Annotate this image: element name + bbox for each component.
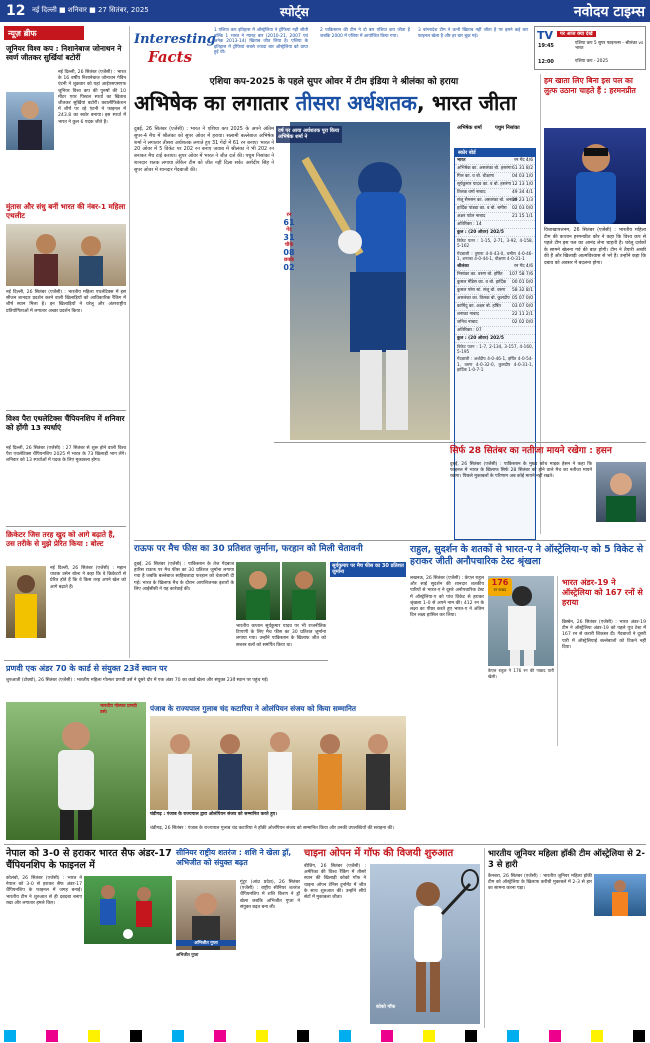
innings-2-batter: असलंका का. तिलक बो. कुलदीप — [457, 295, 510, 301]
column-divider — [557, 576, 558, 746]
innings-2-figures: 107 58 7/6 — [509, 271, 533, 277]
hassan-photo — [596, 462, 646, 522]
column-divider — [129, 26, 130, 658]
innings-1-total: कुल : (20 ओवर) 202/5 — [455, 229, 535, 237]
innings-2-figures: 03 07 0/0 — [511, 303, 533, 309]
china-headline: चाइना ओपन में गॉफ की विजयी शुरुआत — [304, 848, 454, 859]
divider — [274, 442, 646, 443]
hassan-body: दुबई, 26 सितंबर (एजेंसी) : पाकिस्तान के मुख्य कोच माइक हेसन ने कहा कि फाइनल में भारत के खिलाफ सिर्फ 28 सितंबर को होने वाले मैच का नतीजा मायने रखेगा। पिछले मुकाबलों के परिणाम अब कोई मायने नहीं रखते। — [450, 462, 592, 480]
rahul-badge-label: रन नाबाद — [493, 588, 507, 592]
divider — [6, 410, 126, 411]
innings-1-batter: संजू सैमसन का. असलंका बो. शनाका — [457, 198, 518, 203]
innings-1-team: भारत — [457, 158, 466, 163]
innings-1-row — [455, 197, 535, 205]
u19-body: ब्रिस्बेन, 26 सितंबर (एजेंसी) : भारत अंडर-19 टीम ने ऑस्ट्रेलिया अंडर-19 को पहले यूथ टेस्ट में 167 रन से करारी शिकस्त दी। गेंदबाजों ने दूसरी पारी में ऑस्ट्रेलियाई बल्लेबाजों को टिकने नहीं दिया। — [562, 620, 646, 650]
innings-2-row — [455, 303, 535, 311]
main-photo — [290, 122, 450, 440]
punjab-photo — [150, 716, 406, 810]
brief-2-headline: मुंतास और संधु बनीं भारत की नंबर-1 महिला एथलीट — [6, 202, 126, 220]
innings-2-cols: रन गेंद 4/6 — [514, 263, 533, 269]
tv-time-1: 19:45 — [538, 43, 554, 49]
side-story-body: विशाखापत्तनम, 26 सितंबर (एजेंसी) : भारतीय महिला टीम की कप्तान हरमनप्रीत कौर ने कहा कि विश्व कप से पहले टीम इस पल का आनंद लेना चाहती है। घरेलू दर्शकों के सामने खेलना गर्व की बात होगी। टीम ने तैयारी अच्छी की है और खिलाड़ी आत्मविश्वास से भरे हैं। उन्होंने कहा कि दबाव को अवसर में बदलना होगा। — [544, 228, 646, 266]
punjab-headline: पंजाब के राज्यपाल गुलाब चंद कटारिया ने ओलंपियन संजय को किया सम्मानित — [150, 704, 357, 713]
tv-text-2: एशिया कप - 2025 — [575, 59, 609, 64]
stat-label-sixes: छक्के — [283, 257, 295, 263]
rahul-body: लखनऊ, 26 सितंबर (एजेंसी) : केएल राहुल और साई सुदर्शन की शानदार शतकीय पारियों से भारत-ए ने दूसरे अनौपचारिक टेस्ट में ऑस्ट्रेलिया-ए को पांच विकेट से हराकर श्रृंखला 1-0 से अपने नाम की। 412 रन के लक्ष्य का पीछा करते हुए भारत-ए ने अंतिम दिन लक्ष्य हासिल कर लिया। — [410, 576, 484, 619]
divider — [134, 540, 646, 541]
page-number: 12 — [6, 3, 26, 19]
rauf-photo-1 — [236, 562, 280, 620]
stat-badges — [278, 212, 300, 294]
registration-swatch — [591, 1030, 603, 1042]
shashi-headline: सीनियर राष्ट्रीय शतरंज : शशि ने खेला ड्रॉ, अभिजीत को संयुक्त बढ़त — [176, 848, 292, 867]
fact-2: 2 पाकिस्तान की टीम ने दो बार एशिया कप जीता है जबकि 2000 में एशिया में आयोजित किया गया। — [320, 28, 410, 39]
innings-1-figures: 04 03 1/0 — [511, 174, 533, 179]
pranavi-photo-caption: भारतीय गोल्फर प्रणवी उर्स। — [100, 704, 137, 715]
tv-heading: पर आज क्या देखें — [557, 31, 596, 37]
innings-1-batter: अक्षर पटेल नाबाद — [457, 214, 486, 219]
innings-2-batter: कुसल परेरा स्टं. संजू बो. वरुण — [457, 287, 506, 293]
headline-part-3: , भारत जीता — [416, 91, 517, 115]
rauf-body: दुबई, 26 सितंबर (एजेंसी) : पाकिस्तान के तेज गेंदबाज हारिस राऊफ पर मैच फीस का 30 प्रतिशत जुर्माना लगाया गया है जबकि बल्लेबाज साहिबजादा फरहान को चेतावनी दी गई। भारत के खिलाफ मैच के दौरान आपत्तिजनक इशारों के लिए आईसीसी ने यह कार्रवाई की। — [134, 562, 234, 592]
innings-1-batter: गिल का. व बो. थीक्षणा — [457, 174, 494, 179]
brief-3-headline: विश्व पैरा एथलेटिक्स चैंपियनशिप में शनिवार को होंगी 13 स्पर्धाएं — [6, 414, 125, 432]
registration-swatch — [256, 1030, 268, 1042]
innings-2-fall: विकेट पतन : 1-7, 2-134, 3-157, 4-160, 5-195 — [457, 343, 533, 355]
nepal-body: कोलंबो, 26 सितंबर (एजेंसी) : भारत ने नेपाल को 3-0 से हराकर सैफ अंडर-17 चैंपियनशिप के फाइनल में जगह बनाई। भारतीय टीम ने शुरुआत से ही दबदबा बनाए रखा और लगातार हमले किए। — [6, 876, 82, 906]
innings-2-batter: कामिंदु का. अक्षर बो. हर्षित — [457, 303, 501, 309]
innings-2-row — [455, 319, 535, 327]
hockey-photo — [594, 874, 646, 916]
rauf-kicker: सूर्यकुमार पर मैच फीस का 30 प्रतिशत जुर्माना — [330, 562, 406, 577]
main-kicker: एशिया कप-2025 के पहले सुपर ओवर में टीम इंडिया ने श्रीलंका को हराया — [209, 77, 459, 87]
pranavi-body: शुरुआती (टोक्यो), 26 सितंबर (एजेंसी) : भारतीय महिला गोल्फर प्रणवी उर्स ने दूसरे दौर में एक अंडर 70 का कार्ड खेला और संयुक्त 23वें स्थान पर पहुंच गईं। — [6, 678, 269, 683]
stat-value-sixes: 02 — [283, 263, 295, 272]
scoreboard-player-right: पथुम निसांका — [495, 125, 520, 131]
stat-label-runs: रन — [286, 212, 292, 218]
registration-swatch — [4, 1030, 16, 1042]
tv-time-2: 12:00 — [538, 59, 554, 65]
rauf-headline: राऊफ पर मैच फीस का 30 प्रतिशत जुर्माना, फरहान को मिली चेतावनी — [134, 544, 363, 554]
registration-swatch — [549, 1030, 561, 1042]
innings-1-batter: सूर्यकुमार यादव का. व बो. हसरंगा — [457, 182, 511, 187]
registration-swatch — [507, 1030, 519, 1042]
registration-swatch — [297, 1030, 309, 1042]
brief-4-photo — [6, 566, 46, 638]
divider — [6, 526, 126, 527]
side-story-headline: हम खाता लिए बिना इस पल का लुत्फ उठाना चाहते हैं : हरमनप्रीत — [544, 76, 636, 95]
hockey-headline: भारतीय जूनियर महिला हॉकी टीम ऑस्ट्रेलिया से 2-3 से हारी — [488, 848, 645, 869]
registration-swatch — [633, 1030, 645, 1042]
brief-4-headline: क्रिकेटर जिस तरह खुद को आगे बढ़ाते हैं, उस तरीके से मुझे प्रेरित किया : बोल्ट — [6, 530, 116, 548]
interesting-word: Interesting — [134, 32, 216, 47]
brief-2-photo — [6, 224, 126, 286]
shashi-photo-label: अभिजीत गुप्ता — [176, 940, 236, 946]
registration-swatch — [465, 1030, 477, 1042]
registration-swatch — [214, 1030, 226, 1042]
innings-1-batter: हार्दिक पांड्या का. व बो. चमीरा — [457, 206, 507, 211]
hockey-body: कैनबरा, 26 सितंबर (एजेंसी) : भारतीय जूनियर महिला हॉकी टीम को ऑस्ट्रेलिया के खिलाफ करीबी मुकाबले में 2-3 से हार का सामना करना पड़ा। — [488, 874, 592, 892]
rahul-badge-number: 176 — [491, 578, 509, 587]
headline-part-2: तीसरा अर्धशतक — [295, 91, 417, 115]
innings-1-figures: 39 23 1/3 — [511, 198, 533, 203]
innings-1-row — [455, 181, 535, 189]
divider — [4, 844, 646, 845]
shashi-caption: अभिजीत गुप्ता — [176, 952, 199, 957]
china-body: बीजिंग, 26 सितंबर (एजेंसी) : अमेरिका की विश्व रैंकिंग में तीसरे स्थान की खिलाड़ी कोको गॉफ ने चाइना ओपन टेनिस टूर्नामेंट में जीत के साथ शुरुआत की। उन्होंने सीधे सेटों में मुकाबला जीता। — [304, 864, 366, 901]
innings-2-batter: जनिथ नाबाद — [457, 319, 478, 325]
innings-2-figures: 22 11 2/1 — [511, 311, 533, 317]
fact-3: 3 बांग्लादेश टीम ने कभी खिताब नहीं जीता है पर इसने कई बार फाइनल खेला है और हर बार चूक गई। — [418, 28, 528, 39]
innings-1-row — [455, 205, 535, 213]
main-headline — [134, 88, 534, 118]
facts-word: Facts — [148, 48, 193, 66]
innings-1-figures: 21 15 1/1 — [511, 214, 533, 219]
u19-headline: भारत अंडर-19 ने ऑस्ट्रेलिया को 167 रनों से हराया — [562, 578, 643, 607]
innings-1-extras: अतिरिक्त : 14 — [455, 221, 535, 229]
innings-1-row — [455, 189, 535, 197]
china-photo-caption: कोको गॉफ — [376, 1005, 396, 1010]
innings-2-batter: शनाका नाबाद — [457, 311, 480, 317]
news-brief-label: न्यूज़ ब्रीफ — [4, 26, 84, 40]
innings-1-figures: 49 34 4/1 — [511, 190, 533, 195]
innings-2-figures: 58 32 8/1 — [511, 287, 533, 293]
column-divider — [484, 848, 485, 1028]
photo-callout: वर्ष पर आया अर्धशतक पूरा किया अभिषेक शर्मा ने — [276, 126, 342, 143]
color-registration-strip — [4, 1030, 646, 1042]
brief-3-body: नई दिल्ली, 26 सितंबर (एजेंसी) : 27 सितंबर से शुरू होने वाली विश्व पैरा एथलेटिक्स चैंपियनशिप 2025 में भारत के 73 खिलाड़ी भाग लेंगे। शनिवार को 13 स्पर्धाओं में पदक के लिए मुकाबला होगा। — [6, 446, 126, 464]
tv-text-1: एशिया कप 5 सुपर फाइनल्स - श्रीलंका vs भारत — [575, 41, 644, 52]
innings-2-row — [455, 287, 535, 295]
rauf-kicker-body: भारतीय कप्तान सूर्यकुमार यादव पर भी राजनीतिक टिप्पणी के लिए मैच फीस का 30 प्रतिशत जुर्माना लगाया गया। उन्होंने पाकिस्तान के खिलाफ जीत को सशस्त्र बलों को समर्पित किया था। — [236, 624, 326, 648]
brief-1-headline: जूनियर विश्व कप : निशानेबाज जोनाथन ने स्वर्ण जीतकर सुर्खियां बटोरीं — [6, 44, 122, 62]
divider — [4, 660, 328, 661]
china-photo — [370, 864, 480, 1024]
innings-1-row — [455, 173, 535, 181]
innings-2-bowling: गेंदबाजी : अर्शदीप 4-0-46-1, हर्षित 4-0-54-1, वरुण 4-0-32-0, कुलदीप 4-0-31-1, हार्दिक 1-0-7-1 — [457, 356, 533, 373]
main-body-col1: दुबई, 26 सितंबर (एजेंसी) : भारत ने एशिया कप 2025 के अपने अंतिम सुपर-4 मैच में श्रीलंका को सुपर ओवर में हराया। सलामी बल्लेबाज अभिषेक शर्मा ने लगातार तीसरा अर्धशतक लगाते हुए 31 गेंदों में 61 रन बनाए। भारत ने 20 ओवर में 5 विकेट पर 202 रन बनाए जवाब में श्रीलंका ने भी 202 रन बनाकर मैच टाई कराया। सुपर ओवर में भारत ने जीत दर्ज की। पथुम निसांका ने शानदार शतक लगाया लेकिन टीम को जीत नहीं दिला सके। अर्शदीप सिंह ने सुपर ओवर में शानदार गेंदबाजी की। — [134, 126, 274, 173]
stat-value-balls: 31 — [283, 233, 295, 242]
section-title: स्पोर्ट्स — [280, 5, 309, 19]
registration-swatch — [172, 1030, 184, 1042]
tv-box — [534, 26, 646, 70]
innings-2-row — [455, 271, 535, 279]
innings-1-fall: विकेट पतन : 1-15, 2-71, 3-92, 4-158, 5-162 — [457, 238, 533, 249]
innings-2-team: श्रीलंका — [457, 263, 469, 269]
stat-value-runs: 61 — [283, 218, 295, 227]
innings-2-header — [455, 263, 535, 271]
innings-2-row — [455, 295, 535, 303]
punjab-caption: चंडीगढ़ : पंजाब के राज्यपाल द्वारा ओलंपियन संजय को सम्मानित करते हुए। — [150, 812, 277, 817]
innings-2-figures: 00 01 0/0 — [511, 279, 533, 285]
innings-1-figures: 12 13 1/0 — [511, 182, 533, 187]
registration-swatch — [88, 1030, 100, 1042]
nepal-headline: नेपाल को 3-0 से हराकर भारत सैफ अंडर-17 चैंपियनशिप के फाइनल में — [6, 848, 172, 871]
punjab-body: चंडीगढ़, 26 सितंबर : पंजाब के राज्यपाल गुलाब चंद कटारिया ने हॉकी ओलंपियन संजय को सम्मानित किया और उनकी उपलब्धियों की सराहना की। — [150, 826, 395, 831]
innings-2-batter: कुसल मेंडिस का. व बो. हार्दिक — [457, 279, 507, 285]
innings-1-row — [455, 213, 535, 221]
innings-1-figures: 02 03 0/0 — [511, 206, 533, 211]
innings-1-rows — [455, 165, 535, 221]
scoreboard-title: स्कोर बोर्ड — [455, 149, 535, 157]
registration-swatch — [423, 1030, 435, 1042]
registration-swatch — [130, 1030, 142, 1042]
dateline: नई दिल्ली ■ शनिवार ■ 27 सितंबर, 2025 — [32, 6, 149, 14]
rauf-photo-2 — [282, 562, 326, 620]
fact-1: 1 एशिया कप इतिहास में ऑस्ट्रेलिया ने ट्रॉफियां नहीं जीती बल्कि 1 भारत ने ग्यारह बार (2010-21, 2007 एवं अनेक 2013-14) खिताब जीत लिया है। एशिया के इतिहास में ट्रॉफियां सबसे ज्यादा बार ऑस्ट्रेलिया को प्राप्त हुई थी। — [214, 28, 308, 56]
stat-label-fours: चौके — [284, 242, 294, 248]
innings-2-row — [455, 279, 535, 287]
innings-1-batter: अभिषेक का. असलंका बो. हसरंगा — [457, 166, 512, 171]
headline-part-1: अभिषेक का लगातार — [134, 91, 289, 115]
innings-2-row — [455, 311, 535, 319]
rahul-caption: केएल राहुल ने 176 रन की नाबाद पारी खेली। — [488, 668, 554, 680]
nepal-photo — [84, 876, 172, 944]
innings-1-header — [455, 157, 535, 165]
innings-2-extras: अतिरिक्त : 07 — [455, 327, 535, 335]
interesting-title — [134, 28, 214, 66]
masthead: नवोदय टाइम्स — [573, 4, 645, 20]
innings-1-cols: रन गेंद 4/6 — [514, 158, 533, 163]
brief-1-body: नई दिल्ली, 26 सितंबर (एजेंसी) : भारत के 16 वर्षीय निशानेबाज जोनाथन गेविन एंटनी ने शुक्रवार को यहां आईएसएसएफ जूनियर विश्व कप की पुरुषों की 10 मीटर एयर पिस्टल स्पर्धा का खिताब जीतकर सुर्खियां बटोरीं। क्वालीफिकेशन में शीर्ष पर रहे एंटनी ने फाइनल में 243.8 का स्कोर बनाया। इस स्पर्धा में भारत ने कुल 6 पदक जीते हैं। — [58, 70, 126, 125]
pranavi-photo — [6, 702, 146, 840]
tv-logo: TV — [537, 29, 554, 42]
innings-1-figures: 61 31 8/2 — [511, 166, 533, 171]
innings-1-batter: तिलक वर्मा नाबाद — [457, 190, 486, 195]
pranavi-headline: प्रणवी एक अंडर 70 के कार्ड से संयुक्त 23वें स्थान पर — [6, 664, 167, 673]
innings-2-batter: निसांका का. वरुण बो. हर्षित — [457, 271, 503, 277]
side-story-photo — [544, 128, 646, 224]
hassan-headline: सिर्फ 28 सितंबर का नतीजा मायने रखेगा : हसन — [450, 446, 612, 456]
stat-label-balls: गेंद — [286, 227, 292, 233]
shashi-body: गुंटूर (आंध्र प्रदेश), 26 सितंबर (एजेंसी) : राष्ट्रीय सीनियर शतरंज चैंपियनशिप में शशि किरण ने ड्रॉ खेला जबकि अभिजीत गुप्ता ने संयुक्त बढ़त बना ली। — [240, 880, 300, 910]
rahul-headline: राहुल, सुदर्शन के शतकों से भारत-ए ने ऑस्ट्रेलिया-ए को 5 विकेट से हराकर जीती अनौपचारिक टेस्ट श्रृंखला — [410, 544, 644, 567]
registration-swatch — [381, 1030, 393, 1042]
scoreboard-player-left: अभिषेक शर्मा — [457, 125, 482, 131]
brief-4-body: नई दिल्ली, 26 सितंबर (एजेंसी) : महान धावक उसेन बोल्ट ने कहा कि वे क्रिकेटरों से प्रेरित होते हैं कि वे किस तरह अपने खेल को आगे बढ़ाते हैं। — [50, 566, 126, 590]
brief-2-body: नई दिल्ली, 26 सितंबर (एजेंसी) : भारतीय महिला एथलेटिक्स में इस सीजन शानदार प्रदर्शन करने वाली खिलाड़ियों को आधिकारिक रैंकिंग में शीर्ष स्थान मिला है। इन खिलाड़ियों ने घरेलू और अंतरराष्ट्रीय प्रतियोगिताओं में लगातार अच्छा प्रदर्शन किया। — [6, 290, 126, 314]
innings-1-row — [455, 165, 535, 173]
innings-2-figures: 05 07 0/0 — [511, 295, 533, 301]
innings-2-figures: 02 02 0/0 — [511, 319, 533, 325]
rahul-badge — [488, 578, 512, 596]
innings-2-total: कुल : (20 ओवर) 202/5 — [455, 335, 535, 343]
registration-swatch — [46, 1030, 58, 1042]
innings-2-rows — [455, 271, 535, 327]
registration-swatch — [339, 1030, 351, 1042]
stat-value-fours: 08 — [283, 248, 295, 257]
innings-1-bowling: गेंदबाजी : तुषारा 4-0-43-0, चमीरा 4-0-46-1, शनाका 4-0-44-1, थीक्षणा 4-0-31-1 — [457, 250, 533, 262]
